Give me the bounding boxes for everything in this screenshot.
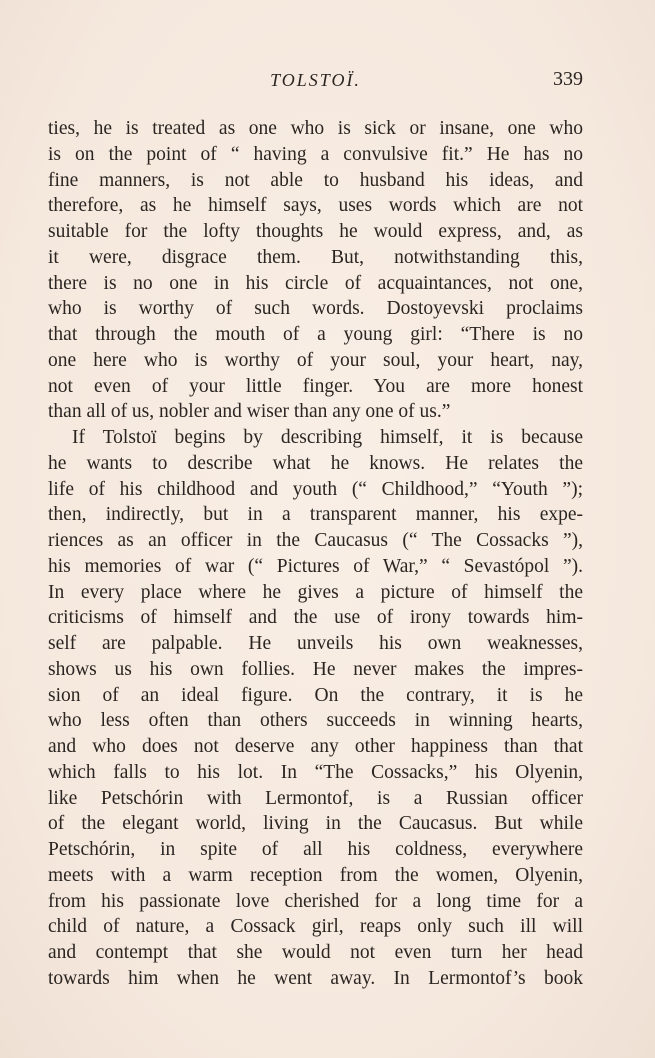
text-line: riences as an officer in the Caucasus (“ The Cossacks ”), (48, 530, 583, 551)
running-title: TOLSTOÏ. (270, 70, 361, 90)
text-line: In every place where he gives a picture of himself the (48, 581, 583, 603)
text-line: of the elegant world, living in the Caucasus. But while (48, 813, 583, 835)
text-line: towards him when he went away. In Lermontof’s book (48, 967, 583, 989)
text-line: it were, disgrace them. But, notwithstanding this, (48, 246, 583, 268)
text-line: ties, he is treated as one who is sick or insane, one who (48, 118, 583, 139)
text-line: then, indirectly, but in a transparent manner, his expe- (48, 504, 583, 526)
page-number: 339 (553, 68, 583, 90)
body-text (48, 116, 583, 992)
text-line: who less often than others succeeds in winning hearts, (48, 710, 583, 732)
text-line: Petschórin, in spite of all his coldness, everywhere (48, 839, 583, 860)
text-line: sion of an ideal figure. On the contrary, it is he (48, 684, 583, 706)
paragraph-last-line: than all of us, nobler and wiser than any one of us.” (48, 401, 451, 423)
text-line: he wants to describe what he knows. He relates the (48, 452, 583, 474)
text-line: his memories of war (“ Pictures of War,” “ Sevastópol ”). (48, 555, 583, 577)
text-line: shows us his own follies. He never makes the impres- (48, 658, 583, 680)
text-line: suitable for the lofty thoughts he would express, and, as (48, 221, 583, 242)
text-line: is on the point of “ having a convulsive fit.” He has no (48, 143, 583, 165)
text-line: and who does not deserve any other happiness than that (48, 736, 583, 757)
text-line: life of his childhood and youth (“ Childhood,” “Youth ”); (48, 478, 583, 500)
text-line: child of nature, a Cossack girl, reaps only such ill will (48, 916, 583, 938)
text-line: one here who is worthy of your soul, your heart, nay, (48, 349, 583, 371)
text-line: which falls to his lot. In “The Cossacks,” his Olyenin, (48, 761, 583, 783)
text-line: that through the mouth of a young girl: “There is no (48, 324, 583, 345)
text-line: fine manners, is not able to husband his ideas, and (48, 169, 583, 191)
text-line: not even of your little finger. You are more honest (48, 375, 583, 397)
text-line: from his passionate love cherished for a long time for a (48, 890, 583, 912)
text-line: self are palpable. He unveils his own weaknesses, (48, 633, 583, 654)
text-line: who is worthy of such words. Dostoyevski proclaims (48, 298, 583, 320)
paragraph-first-line: If Tolstoï begins by describing himself, it is because (72, 427, 583, 448)
running-head (48, 68, 583, 94)
text-line: like Petschórin with Lermontof, is a Russian officer (48, 787, 583, 809)
text-line: therefore, as he himself says, uses words which are not (48, 195, 583, 217)
text-line: there is no one in his circle of acquaintances, not one, (48, 272, 583, 294)
text-line: meets with a warm reception from the women, Olyenin, (48, 864, 583, 886)
text-line: and contempt that she would not even turn her head (48, 942, 583, 963)
text-line: criticisms of himself and the use of irony towards him- (48, 607, 583, 629)
